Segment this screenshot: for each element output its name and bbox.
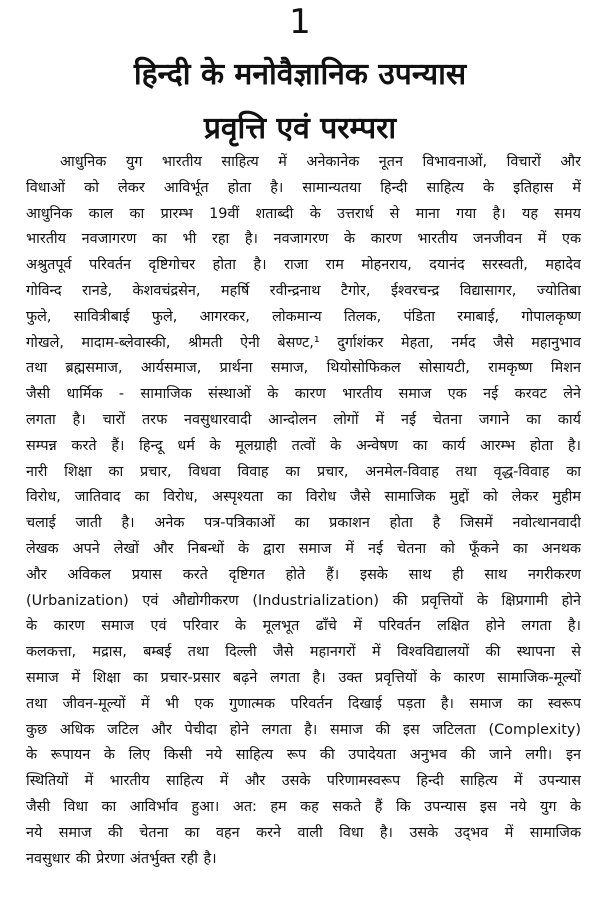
text-line: भारतीय नवजागरण का भी रहा है। नवजागरण के कारण भारतीय जनजीवन में एक	[26, 231, 581, 248]
text-line: नये समाज की चेतना का वहन करने वाली विधा है। उसके उद्‌भव में सामाजिक	[26, 824, 581, 841]
text-line: अश्रुतपूर्व परिवर्तन दृष्टिगोचर होता है। राजा राम मोहनराय, दयानंद सरस्वती, महादेव	[26, 257, 581, 274]
text-line: विरोध, जातिवाद का विरोध, अस्पृश्यता का विरोध जैसे सामाजिक मुद्दों को लेकर मुहीम	[26, 489, 581, 506]
text-line: जैसी धार्मिक - सामाजिक संस्थाओं के कारण भारतीय समाज एक नई करवट लेने	[26, 386, 581, 403]
text-line: तथा जीवन-मूल्यों में भी एक गुणात्मक परिवर्तन दिखाई पड़ता है। समाज का स्वरूप	[26, 695, 581, 712]
text-line: गोखले, मादाम-ब्लेवास्की, श्रीमती ऐनी बेसण्ट,¹ दुर्गाशंकर मेहता, नर्मद जैसे महानुभाव	[26, 334, 581, 351]
text-line: (Urbanization) एवं औद्योगीकरण (Industrialization) की प्रवृत्तियों के क्षिप्रगामी होने	[26, 592, 581, 609]
text-line: कुछ अधिक जटिल और पेचीदा होने लगता है। समाज की इस जटिलता (Complexity)	[26, 721, 581, 738]
text-line: स्थितियों में भारतीय साहित्य में और उसके परिणामस्वरूप हिन्दी साहित्य में उपन्यास	[26, 773, 581, 790]
text-line: के रूपायन के लिए किसी नये साहित्य रूप की उपादेयता अनुभव की जाने लगी। इन	[26, 747, 581, 764]
chapter-number: 1	[289, 2, 311, 42]
text-line: और अविकल प्रयास करते दृष्टिगत होते हैं। इसके साथ ही साथ नगरीकरण	[26, 566, 581, 583]
text-line: लगता है। चारों तरफ नवसुधारवादी आन्दोलन लोगों में नई चेतना जगाने का कार्य	[26, 411, 581, 428]
body-paragraph	[26, 150, 581, 872]
chapter-title-line-2: प्रवृत्ति एवं परम्परा	[203, 111, 397, 146]
text-line: सम्पन्न करते हैं। हिन्दू धर्म के मूलग्राही तत्वों के अन्वेषण का कार्य आरम्भ होता है।	[26, 437, 581, 454]
text-line: लेखक अपने लेखों और निबन्धों के द्वारा समाज में नई चेतना को फूँकने का अनथक	[26, 540, 581, 557]
text-line: आधुनिक युग भारतीय साहित्य में अनेकानेक नूतन विभावनाओं, विचारों और	[60, 154, 581, 170]
text-line: के कारण समाज एवं परिवार के मूलभूत ढाँचे में परिवर्तन लक्षित होने लगता है।	[26, 618, 581, 635]
text-line: तथा ब्रह्मसमाज, आर्यसमाज, प्रार्थना समाज, थियोसोफिकल सोसायटी, रामकृष्ण मिशन	[26, 360, 581, 377]
chapter-title-line-1: हिन्दी के मनोवैज्ञानिक उपन्यास	[133, 57, 467, 92]
text-line: समाज में शिक्षा का प्रचार-प्रसार बढ़ने लगता है। उक्त प्रवृत्तियों के कारण सामाजिक-मूल्यों	[26, 669, 581, 686]
text-line: विधाओं को लेकर आविर्भूत होता है। सामान्यतया हिन्दी साहित्य के इतिहास में	[26, 179, 581, 196]
text-line: आधुनिक काल का प्रारम्भ 19वीं शताब्दी के उत्तरार्ध से माना गया है। यह समय	[26, 205, 581, 222]
text-line: गोविन्द रानडे, केशवचंद्रसेन, महर्षि रवीन्द्रनाथ टैगोर, ईश्वरचन्द्र विद्यासागर, ज्योतिबा	[26, 282, 581, 299]
text-line: नारी शिक्षा का प्रचार, विधवा विवाह का प्रचार, अनमेल-विवाह तथा वृद्ध-विवाह का	[26, 463, 581, 480]
text-line: जैसी विधा का आविर्भाव हुआ। अत: हम कह सकते हैं कि उपन्यास इस नये युग के	[26, 798, 581, 815]
text-line: नवसुधार की प्रेरणा अंतर्भुक्त रही है।	[26, 850, 217, 867]
text-line: कलकत्ता, मद्रास, बम्बई तथा दिल्ली जैसे महानगरों में विश्वविद्यालयों की स्थापना से	[26, 644, 581, 661]
text-line: चलाई जाती है। अनेक पत्र-पत्रिकाओं का प्रकाशन होता है जिसमें नवोत्थानवादी	[26, 515, 581, 532]
text-line: फुले, सावित्रीबाई फुले, आगरकर, लोकमान्य तिलक, पंडिता रमाबाई, गोपालकृष्ण	[26, 308, 581, 325]
